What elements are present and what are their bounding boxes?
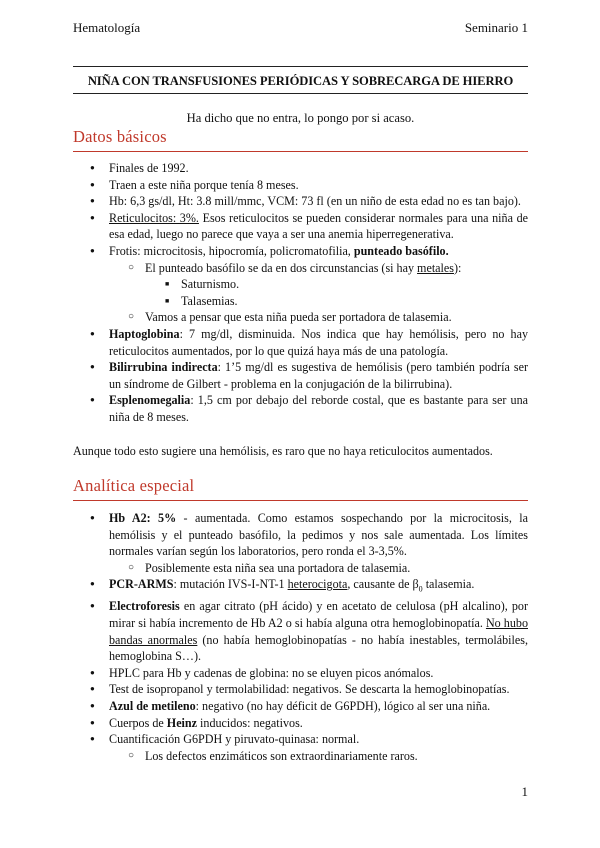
list-item: ● Traen a este niña porque tenía 8 meses. — [73, 177, 528, 194]
section-rule-datos — [73, 151, 528, 152]
sub-list-item: ○ Vamos a pensar que esta niña pueda ser portadora de talasemia. — [73, 309, 528, 326]
sub-list-item: ○ Posiblemente esta niña sea una portadora de talasemia. — [73, 560, 528, 577]
list-item: ● Reticulocitos: 3%. Esos reticulocitos se pueden considerar normales para una niña de esa edad, luego no parece que vaya a ser una anemia hiperregenerativa. — [73, 210, 528, 243]
sub-list-item: ○ Los defectos enzimáticos son extraordinariamente raros. — [73, 748, 528, 765]
datos-list — [73, 160, 528, 426]
sub-sub-list-item: ■ Talasemias. — [73, 293, 528, 310]
list-item: ● Azul de metileno: negativo (no hay déficit de G6PDH), lógico al ser una niña. — [73, 698, 528, 715]
list-item: ● Hb A2: 5% - aumentada. Como estamos sospechando por la microcitosis, la hemólisis y el punteado basófilo, la pedimos y nos sale aumentada. Los límites normales varían según los laboratorios, pero ronda el 3-3,5%. ○ Posiblemente esta niña sea una portadora de talasemia. — [73, 510, 528, 576]
reticulocitos-label: Reticulocitos: 3%. — [109, 210, 199, 225]
datos-summary: Aunque todo esto sugiere una hemólisis, es raro que no haya reticulocitos aumentados. — [73, 444, 493, 458]
list-item: ● Cuantificación G6PDH y piruvato-quinasa: normal. ○ Los defectos enzimáticos son extraordinariamente raros. — [73, 731, 528, 764]
list-item: ● Finales de 1992. — [73, 160, 528, 177]
list-item: ● Bilirrubina indirecta: 1’5 mg/dl es sugestiva de hemólisis (pero también podría ser un síndrome de Gilbert - problema en la conjugación de la bilirrubina). — [73, 359, 528, 392]
list-item: ● PCR-ARMS: mutación IVS-I-NT-1 heterocigota, causante de $\beta_0$ talasemia. — [73, 576, 528, 598]
title-rule-top — [73, 66, 528, 67]
section-rule-analitica — [73, 500, 528, 501]
header-left: Hematología — [73, 20, 141, 35]
list-item: ● Hb: 6,3 gs/dl, Ht: 3.8 mill/mmc, VCM: 73 fl (en un niño de esta edad no es tan bajo). — [73, 193, 528, 210]
header-right: Seminario 1 — [464, 20, 528, 35]
analitica-list — [73, 510, 528, 764]
section-heading-datos: Datos básicos — [73, 127, 167, 146]
list-item: ● Haptoglobina: 7 mg/dl, disminuida. Nos indica que hay hemólisis, pero no hay reticulocitos aumentados, por lo que quizá haya más de una patología. — [73, 326, 528, 359]
page-number: 1 — [521, 784, 528, 799]
list-item: ● Frotis: microcitosis, hipocromía, policromatofilia, punteado basófilo. ○ El punteado basófilo se da en dos circunstancias (si hay metales): ■ Saturnismo. ■ Talasemias. ○ Vamos a pensar que esta niña pueda ser portadora de talasemia. — [73, 243, 528, 326]
section-heading-analitica: Analítica especial — [73, 476, 195, 495]
list-item: ● Test de isopropanol y termolabilidad: negativos. Se descarta la hemoglobinopatías. — [73, 681, 528, 698]
list-item: ● Esplenomegalia: 1,5 cm por debajo del reborde costal, que es bastante para ser una niña de 8 meses. — [73, 392, 528, 425]
sub-list-item: ○ El punteado basófilo se da en dos circunstancias (si hay metales): ■ Saturnismo. ■ Talasemias. — [73, 260, 528, 310]
list-item: ● HPLC para Hb y cadenas de globina: no se eluyen picos anómalos. — [73, 665, 528, 682]
note-text: Ha dicho que no entra, lo pongo por si acaso. — [186, 111, 415, 125]
title-rule-bottom — [73, 93, 528, 94]
list-item: ● Electroforesis en agar citrato (pH ácido) y en acetato de celulosa (pH alcalino), por mirar si había incremento de Hb A2 o si había alguna otra hemoglobinopatía. No hubo bandas anormales (no había hemoglobinopatías - no había inestables, termolábiles, hemoglobina S…). — [73, 598, 528, 664]
document-title: NIÑA CON TRANSFUSIONES PERIÓDICAS Y SOBRECARGA DE HIERRO — [87, 74, 514, 88]
sub-sub-list-item: ■ Saturnismo. — [73, 276, 528, 293]
list-item: ● Cuerpos de Heinz inducidos: negativos. — [73, 715, 528, 732]
